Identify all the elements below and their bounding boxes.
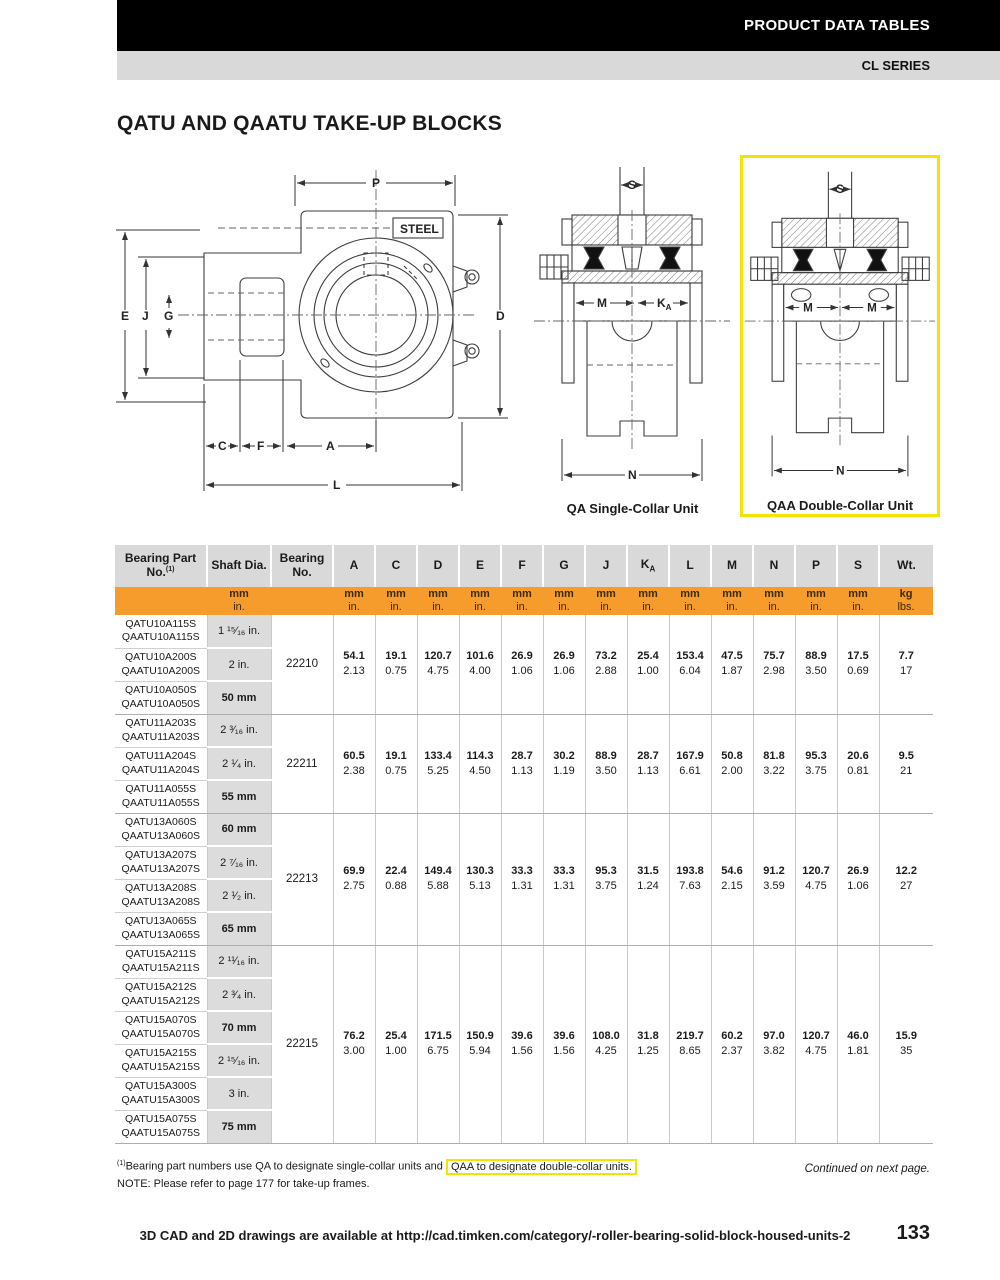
col-header-p: P bbox=[795, 545, 837, 587]
value-cell-a: 60.5 2.38 bbox=[333, 714, 375, 813]
value-cell-j: 73.2 2.88 bbox=[585, 615, 627, 714]
shaft-cell: 2 ¹¹⁄₁₆ in. bbox=[207, 945, 271, 978]
col-header-a: A bbox=[333, 545, 375, 587]
dim-label-m-right: M bbox=[867, 301, 877, 315]
value-cell-e: 114.3 4.50 bbox=[459, 714, 501, 813]
part-cell: QATU11A203S QAATU11A203S bbox=[115, 714, 207, 747]
part-cell: QATU10A050S QAATU10A050S bbox=[115, 681, 207, 714]
product-table-wrap bbox=[115, 545, 933, 1144]
value-cell-l: 153.4 6.04 bbox=[669, 615, 711, 714]
col-header-l: L bbox=[669, 545, 711, 587]
series-band bbox=[117, 51, 1000, 80]
unit-cell: mm in. bbox=[207, 587, 271, 615]
shaft-cell: 75 mm bbox=[207, 1110, 271, 1143]
value-cell-f: 26.9 1.06 bbox=[501, 615, 543, 714]
value-cell-p: 88.9 3.50 bbox=[795, 615, 837, 714]
col-header-wt: Wt. bbox=[879, 545, 933, 587]
unit-cell: mm in. bbox=[375, 587, 417, 615]
unit-cell: mm in. bbox=[501, 587, 543, 615]
value-cell-a: 76.2 3.00 bbox=[333, 945, 375, 1143]
col-header-f: F bbox=[501, 545, 543, 587]
part-cell: QATU13A060S QAATU13A060S bbox=[115, 813, 207, 846]
col-header-g: G bbox=[543, 545, 585, 587]
value-cell-c: 19.1 0.75 bbox=[375, 615, 417, 714]
footnote-2: NOTE: Please refer to page 177 for take-up frames. bbox=[117, 1178, 370, 1191]
dim-label-p: P bbox=[372, 176, 381, 190]
part-cell: QATU15A212S QAATU15A212S bbox=[115, 978, 207, 1011]
shaft-cell: 2 ³⁄₄ in. bbox=[207, 978, 271, 1011]
value-cell-l: 219.7 8.65 bbox=[669, 945, 711, 1143]
shaft-cell: 2 ¹⁵⁄₁₆ in. bbox=[207, 1044, 271, 1077]
value-cell-f: 39.6 1.56 bbox=[501, 945, 543, 1143]
col-header-d: D bbox=[417, 545, 459, 587]
dim-label-j: J bbox=[142, 309, 149, 323]
steel-label: STEEL bbox=[400, 222, 439, 236]
qa-caption: QA Single-Collar Unit bbox=[566, 501, 699, 516]
value-cell-ka: 28.7 1.13 bbox=[627, 714, 669, 813]
part-cell: QATU13A208S QAATU13A208S bbox=[115, 879, 207, 912]
qaa-unit-diagram bbox=[743, 160, 937, 490]
value-cell-s: 20.6 0.81 bbox=[837, 714, 879, 813]
shaft-cell: 2 ¹⁄₄ in. bbox=[207, 747, 271, 780]
value-cell-n: 91.2 3.59 bbox=[753, 813, 795, 945]
bearing-no-cell: 22211 bbox=[271, 714, 333, 813]
dim-label-e: E bbox=[121, 309, 130, 323]
shaft-cell: 2 ³⁄₁₆ in. bbox=[207, 714, 271, 747]
page-title: QATU AND QAATU TAKE-UP BLOCKS bbox=[117, 112, 502, 135]
footnote-highlight: QAA to designate double-collar units. bbox=[446, 1159, 637, 1175]
qaa-caption: QAA Double-Collar Unit bbox=[766, 498, 914, 513]
unit-cell bbox=[271, 587, 333, 615]
qa-unit-diagram bbox=[532, 155, 732, 495]
footnotes bbox=[117, 1158, 637, 1194]
shaft-cell: 60 mm bbox=[207, 813, 271, 846]
part-cell: QATU10A115S QAATU10A115S bbox=[115, 615, 207, 648]
value-cell-m: 50.8 2.00 bbox=[711, 714, 753, 813]
value-cell-ka: 31.5 1.24 bbox=[627, 813, 669, 945]
col-header-bearing-no: Bearing No. bbox=[271, 545, 333, 587]
value-cell-j: 108.0 4.25 bbox=[585, 945, 627, 1143]
value-cell-e: 101.6 4.00 bbox=[459, 615, 501, 714]
part-cell: QATU11A055S QAATU11A055S bbox=[115, 780, 207, 813]
unit-cell: mm in. bbox=[753, 587, 795, 615]
value-cell-g: 26.9 1.06 bbox=[543, 615, 585, 714]
col-header-m: M bbox=[711, 545, 753, 587]
value-cell-g: 39.6 1.56 bbox=[543, 945, 585, 1143]
value-cell-a: 54.1 2.13 bbox=[333, 615, 375, 714]
dim-label-m: M bbox=[597, 296, 607, 310]
unit-cell: mm in. bbox=[459, 587, 501, 615]
dim-label-c: C bbox=[218, 439, 227, 453]
unit-cell bbox=[115, 587, 207, 615]
continued-note: Continued on next page. bbox=[804, 1163, 930, 1175]
value-cell-g: 30.2 1.19 bbox=[543, 714, 585, 813]
dim-label-f: F bbox=[257, 439, 265, 453]
shaft-cell: 70 mm bbox=[207, 1011, 271, 1044]
bearing-no-cell: 22213 bbox=[271, 813, 333, 945]
shaft-cell: 2 ⁷⁄₁₆ in. bbox=[207, 846, 271, 879]
value-cell-c: 19.1 0.75 bbox=[375, 714, 417, 813]
shaft-cell: 55 mm bbox=[207, 780, 271, 813]
dim-label-m-left: M bbox=[803, 301, 813, 315]
unit-cell: mm in. bbox=[711, 587, 753, 615]
unit-cell: mm in. bbox=[333, 587, 375, 615]
dim-label-n: N bbox=[836, 464, 845, 478]
footer-link: 3D CAD and 2D drawings are available at http://cad.timken.com/category/-roller-bearing-solid-block-housed-units-2 bbox=[139, 1228, 851, 1243]
dim-label-ka: $K_A$ bbox=[657, 296, 672, 312]
shaft-cell: 1 ¹⁵⁄₁₆ in. bbox=[207, 615, 271, 648]
shaft-cell: 3 in. bbox=[207, 1077, 271, 1110]
value-cell-g: 33.3 1.31 bbox=[543, 813, 585, 945]
unit-cell: mm in. bbox=[543, 587, 585, 615]
dim-label-g: G bbox=[164, 309, 174, 323]
value-cell-d: 149.4 5.88 bbox=[417, 813, 459, 945]
header-band-label: PRODUCT DATA TABLES bbox=[744, 17, 930, 34]
page-number: 133 bbox=[896, 1222, 930, 1244]
value-cell-s: 46.0 1.81 bbox=[837, 945, 879, 1143]
part-cell: QATU11A204S QAATU11A204S bbox=[115, 747, 207, 780]
weight-cell: 7.7 17 bbox=[879, 615, 933, 714]
value-cell-d: 120.7 4.75 bbox=[417, 615, 459, 714]
part-cell: QATU15A070S QAATU15A070S bbox=[115, 1011, 207, 1044]
dim-label-d: D bbox=[496, 309, 505, 323]
spec-table bbox=[115, 545, 933, 1144]
unit-cell: mm in. bbox=[837, 587, 879, 615]
bearing-no-cell: 22215 bbox=[271, 945, 333, 1143]
col-header-c: C bbox=[375, 545, 417, 587]
value-cell-p: 95.3 3.75 bbox=[795, 714, 837, 813]
dim-label-a: A bbox=[326, 439, 335, 453]
value-cell-j: 95.3 3.75 bbox=[585, 813, 627, 945]
part-cell: QATU13A207S QAATU13A207S bbox=[115, 846, 207, 879]
series-band-label: CL SERIES bbox=[861, 58, 930, 73]
col-header-part: Bearing Part No.$^{(1)}$ bbox=[115, 545, 207, 587]
shaft-cell: 2 ¹⁄₂ in. bbox=[207, 879, 271, 912]
value-cell-n: 75.7 2.98 bbox=[753, 615, 795, 714]
unit-cell: mm in. bbox=[585, 587, 627, 615]
shaft-cell: 2 in. bbox=[207, 648, 271, 681]
unit-cell: kg lbs. bbox=[879, 587, 933, 615]
value-cell-d: 171.5 6.75 bbox=[417, 945, 459, 1143]
dim-label-n: N bbox=[628, 468, 637, 482]
unit-cell: mm in. bbox=[417, 587, 459, 615]
value-cell-ka: 25.4 1.00 bbox=[627, 615, 669, 714]
value-cell-j: 88.9 3.50 bbox=[585, 714, 627, 813]
value-cell-e: 130.3 5.13 bbox=[459, 813, 501, 945]
value-cell-m: 60.2 2.37 bbox=[711, 945, 753, 1143]
part-cell: QATU15A300S QAATU15A300S bbox=[115, 1077, 207, 1110]
value-cell-c: 25.4 1.00 bbox=[375, 945, 417, 1143]
value-cell-p: 120.7 4.75 bbox=[795, 813, 837, 945]
value-cell-f: 33.3 1.31 bbox=[501, 813, 543, 945]
value-cell-f: 28.7 1.13 bbox=[501, 714, 543, 813]
col-header-ka: $K_A$ bbox=[627, 545, 669, 587]
shaft-cell: 65 mm bbox=[207, 912, 271, 945]
unit-cell: mm in. bbox=[669, 587, 711, 615]
part-cell: QATU10A200S QAATU10A200S bbox=[115, 648, 207, 681]
value-cell-d: 133.4 5.25 bbox=[417, 714, 459, 813]
qaa-highlight-box bbox=[740, 155, 940, 517]
part-cell: QATU15A215S QAATU15A215S bbox=[115, 1044, 207, 1077]
weight-cell: 15.9 35 bbox=[879, 945, 933, 1143]
dim-label-s: S bbox=[836, 183, 844, 197]
dim-label-s: S bbox=[628, 178, 637, 192]
header-band bbox=[117, 0, 1000, 51]
value-cell-n: 97.0 3.82 bbox=[753, 945, 795, 1143]
front-view-diagram bbox=[108, 150, 518, 510]
value-cell-m: 47.5 1.87 bbox=[711, 615, 753, 714]
part-cell: QATU15A075S QAATU15A075S bbox=[115, 1110, 207, 1143]
value-cell-c: 22.4 0.88 bbox=[375, 813, 417, 945]
value-cell-m: 54.6 2.15 bbox=[711, 813, 753, 945]
bearing-no-cell: 22210 bbox=[271, 615, 333, 714]
part-cell: QATU15A211S QAATU15A211S bbox=[115, 945, 207, 978]
unit-cell: mm in. bbox=[627, 587, 669, 615]
value-cell-l: 193.8 7.63 bbox=[669, 813, 711, 945]
dim-label-l: L bbox=[333, 478, 341, 492]
value-cell-a: 69.9 2.75 bbox=[333, 813, 375, 945]
col-header-j: J bbox=[585, 545, 627, 587]
shaft-cell: 50 mm bbox=[207, 681, 271, 714]
value-cell-p: 120.7 4.75 bbox=[795, 945, 837, 1143]
unit-cell: mm in. bbox=[795, 587, 837, 615]
col-header-e: E bbox=[459, 545, 501, 587]
value-cell-l: 167.9 6.61 bbox=[669, 714, 711, 813]
value-cell-s: 26.9 1.06 bbox=[837, 813, 879, 945]
value-cell-ka: 31.8 1.25 bbox=[627, 945, 669, 1143]
weight-cell: 9.5 21 bbox=[879, 714, 933, 813]
footnote-1: $^{(1)}$Bearing part numbers use QA to designate single-collar units and QAA to designate double-collar units. bbox=[117, 1158, 637, 1176]
part-cell: QATU13A065S QAATU13A065S bbox=[115, 912, 207, 945]
col-header-s: S bbox=[837, 545, 879, 587]
weight-cell: 12.2 27 bbox=[879, 813, 933, 945]
value-cell-n: 81.8 3.22 bbox=[753, 714, 795, 813]
value-cell-e: 150.9 5.94 bbox=[459, 945, 501, 1143]
value-cell-s: 17.5 0.69 bbox=[837, 615, 879, 714]
col-header-n: N bbox=[753, 545, 795, 587]
col-header-shaft: Shaft Dia. bbox=[207, 545, 271, 587]
